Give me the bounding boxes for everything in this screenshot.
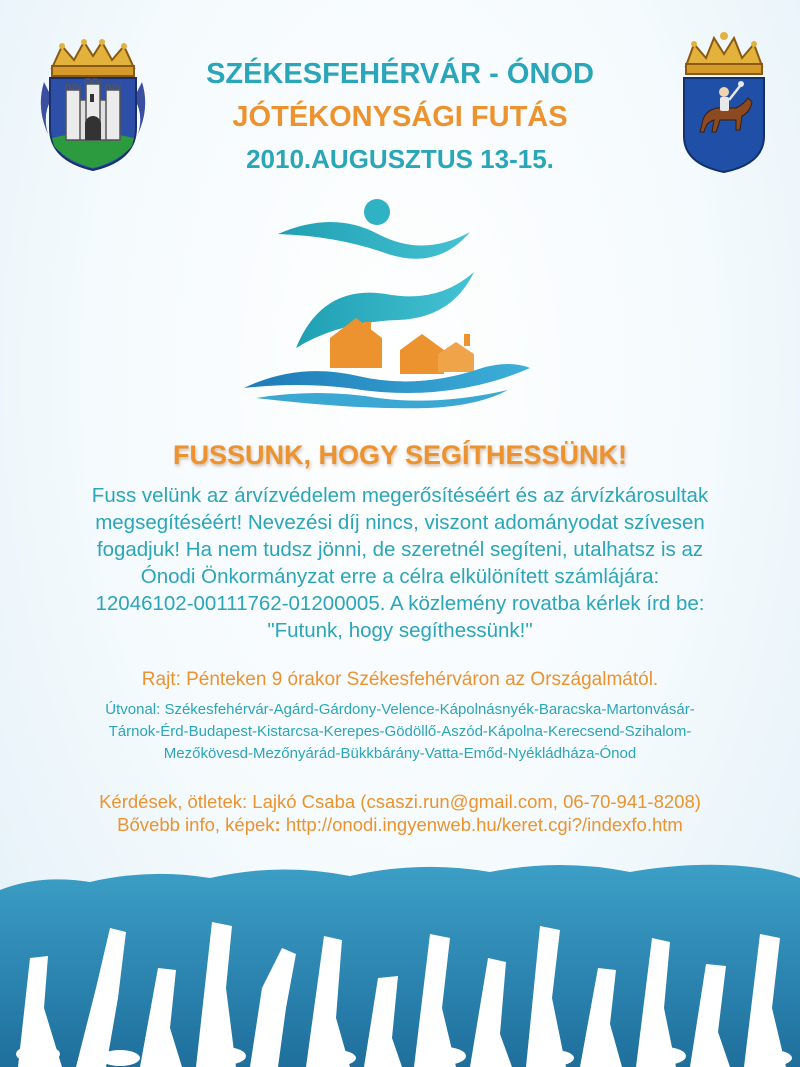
header-date: 2010.AUGUSZTUS 13-15. [246,144,554,174]
runners-water-silhouette-icon [0,838,800,1067]
contact-info [10,814,790,836]
route-line: Mezőkövesd-Mezőnyárád-Bükkbárány-Vatta-Emőd-Nyékládháza-Ónod [163,745,637,762]
info-colon: : [274,814,281,835]
info-label: Bővebb info, képek [117,814,275,835]
body-text-line: "Futunk, hogy segíthessünk!" [267,619,533,642]
szekesfehervar-coat-of-arms-icon [38,38,148,173]
header-event-title: JÓTÉKONYSÁGI FUTÁS [232,101,568,133]
body-text-line: megsegítéséért! Nevezési díj nincs, viszont adományodat szívesen [95,511,705,534]
runner-flood-logo-icon [238,192,538,410]
route-line: Tárnok-Érd-Budapest-Kistarcsa-Kerepes-Gödöllő-Aszód-Kápolna-Kerecsend-Szihalom- [108,723,692,740]
info-url[interactable]: http://onodi.ingyenweb.hu/keret.cgi?/indexfo.htm [280,814,683,835]
body-text-line: Ónodi Önkormányzat erre a célra elkülönített számlájára: [140,565,660,588]
body-text-line: fogadjuk! Ha nem tudsz jönni, de szeretnél segíteni, utalhatsz is az [96,538,704,561]
header-location: SZÉKESFEHÉRVÁR - ÓNOD [206,58,594,90]
bank-account-line: 12046102-00111762-01200005. A közlemény rovatba kérlek írd be: [95,592,705,615]
route-line: Útvonal: Székesfehérvár-Agárd-Gárdony-Velence-Kápolnásnyék-Baracska-Martonvásár- [105,701,695,718]
body-text-line: Fuss velünk az árvízvédelem megerősítéséért és az árvízkárosultak [91,484,709,507]
slogan: FUSSUNK, HOGY SEGÍTHESSÜNK! [172,440,628,470]
start-info: Rajt: Pénteken 9 órakor Székesfehérváron az Országalmától. [141,669,659,690]
contact-questions: Kérdések, ötletek: Lajkó Csaba (csaszi.run@gmail.com, 06-70-941-8208) [99,791,701,812]
onod-coat-of-arms-icon [678,32,770,174]
